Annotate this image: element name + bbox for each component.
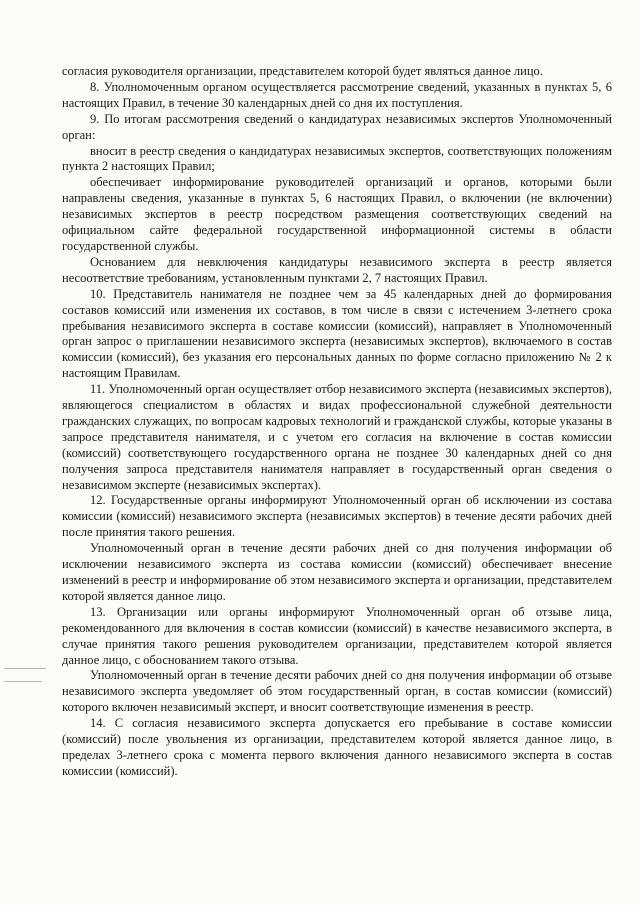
paragraph-item-8: 8. Уполномоченным органом осуществляется рассмотрение сведений, указанных в пунктах 5, 6 настоящих Правил, в течение 30 календарных дней со дня их поступления.	[62, 79, 612, 110]
paragraph-continuation: согласия руководителя организации, представителем которой будет являться данное лицо.	[62, 64, 543, 78]
paragraph-item-9-a: вносит в реестр сведения о кандидатурах независимых экспертов, соответствующих положениям пункта 2 настоящих Правил;	[62, 143, 612, 174]
document-page	[62, 64, 612, 780]
paragraph-item-9: 9. По итогам рассмотрения сведений о кандидатурах независимых экспертов Уполномоченный орган:	[62, 111, 612, 142]
paragraph-item-12-b: Уполномоченный орган в течение десяти рабочих дней со дня получения информации об исключении независимого эксперта из состава комиссии (комиссий) обеспечивает внесение изменений в реестр и информирование об этом независимого эксперта и организации, представителем которой является данное лицо.	[62, 541, 612, 603]
paragraph-item-10: 10. Представитель нанимателя не позднее чем за 45 календарных дней до формирования составов комиссий или изменения их составов, в том числе в связи с истечением 3-летнего срока пребывания независимого эксперта в составе комиссии (комиссий), направляет в Уполномоченный орган запрос о приглашении независимого эксперта (независимых экспертов), включаемого в состав комиссии (комиссий), без указания его персональных данных по форме согласно приложению № 2 к настоящим Правилам.	[62, 286, 612, 381]
paragraph-item-13: 13. Организации или органы информируют Уполномоченный орган об отзыве лица, рекомендованного для включения в состав комиссии (комиссий) в качестве независимого эксперта, в случае принятия такого решения руководителем организации, представителем которой является данное лицо, с обоснованием такого отзыва.	[62, 604, 612, 667]
scan-artifact-line	[4, 668, 46, 669]
paragraph-item-14: 14. С согласия независимого эксперта допускается его пребывание в составе комиссии (комиссий) после увольнения из организации, представителем которой является данное лицо, в пределах 3-летнего срока с момента первого включения данного независимого эксперта в состав комиссии (комиссий).	[62, 716, 612, 778]
scan-artifact-line	[4, 681, 42, 682]
paragraph-item-9-b: обеспечивает информирование руководителей организаций и органов, которыми были направлены сведения, указанные в пунктах 5, 6 настоящих Правил, о включении (не включении) независимых экспертов в реестр посредством размещения соответствующих сведений на официальном сайте федеральной государственной информационной системы в области государственной службы.	[62, 175, 612, 253]
paragraph-item-12: 12. Государственные органы информируют Уполномоченный орган об исключении из состава комиссии (комиссий) независимого эксперта (независимых экспертов) в течение десяти рабочих дней после принятия такого решения.	[62, 493, 612, 540]
paragraph-item-9-c: Основанием для невключения кандидатуры независимого эксперта в реестр является несоответствие требованиям, установленным пунктами 2, 7 настоящих Правил.	[62, 254, 612, 285]
paragraph-item-11: 11. Уполномоченный орган осуществляет отбор независимого эксперта (независимых экспертов), являющегося специалистом в областях и видах профессиональной служебной деятельности гражданских служащих, по вопросам кадровых технологий и гражданской службы, которые указаны в запросе представителя нанимателя, и с учетом его согласия на включение в состав комиссии (комиссий) соответствующего государственного органа не позднее 30 календарных дней со дня получения запроса представителя нанимателя направляет в государственный орган сведения о независимом эксперте (независимых экспертах).	[62, 382, 612, 492]
paragraph-item-13-b: Уполномоченный орган в течение десяти рабочих дней со дня получения информации об отзыве независимого эксперта уведомляет об этом государственный орган, в состав комиссии (комиссий) которого включен независимый эксперт, и вносит соответствующие изменения в реестр.	[62, 668, 612, 715]
